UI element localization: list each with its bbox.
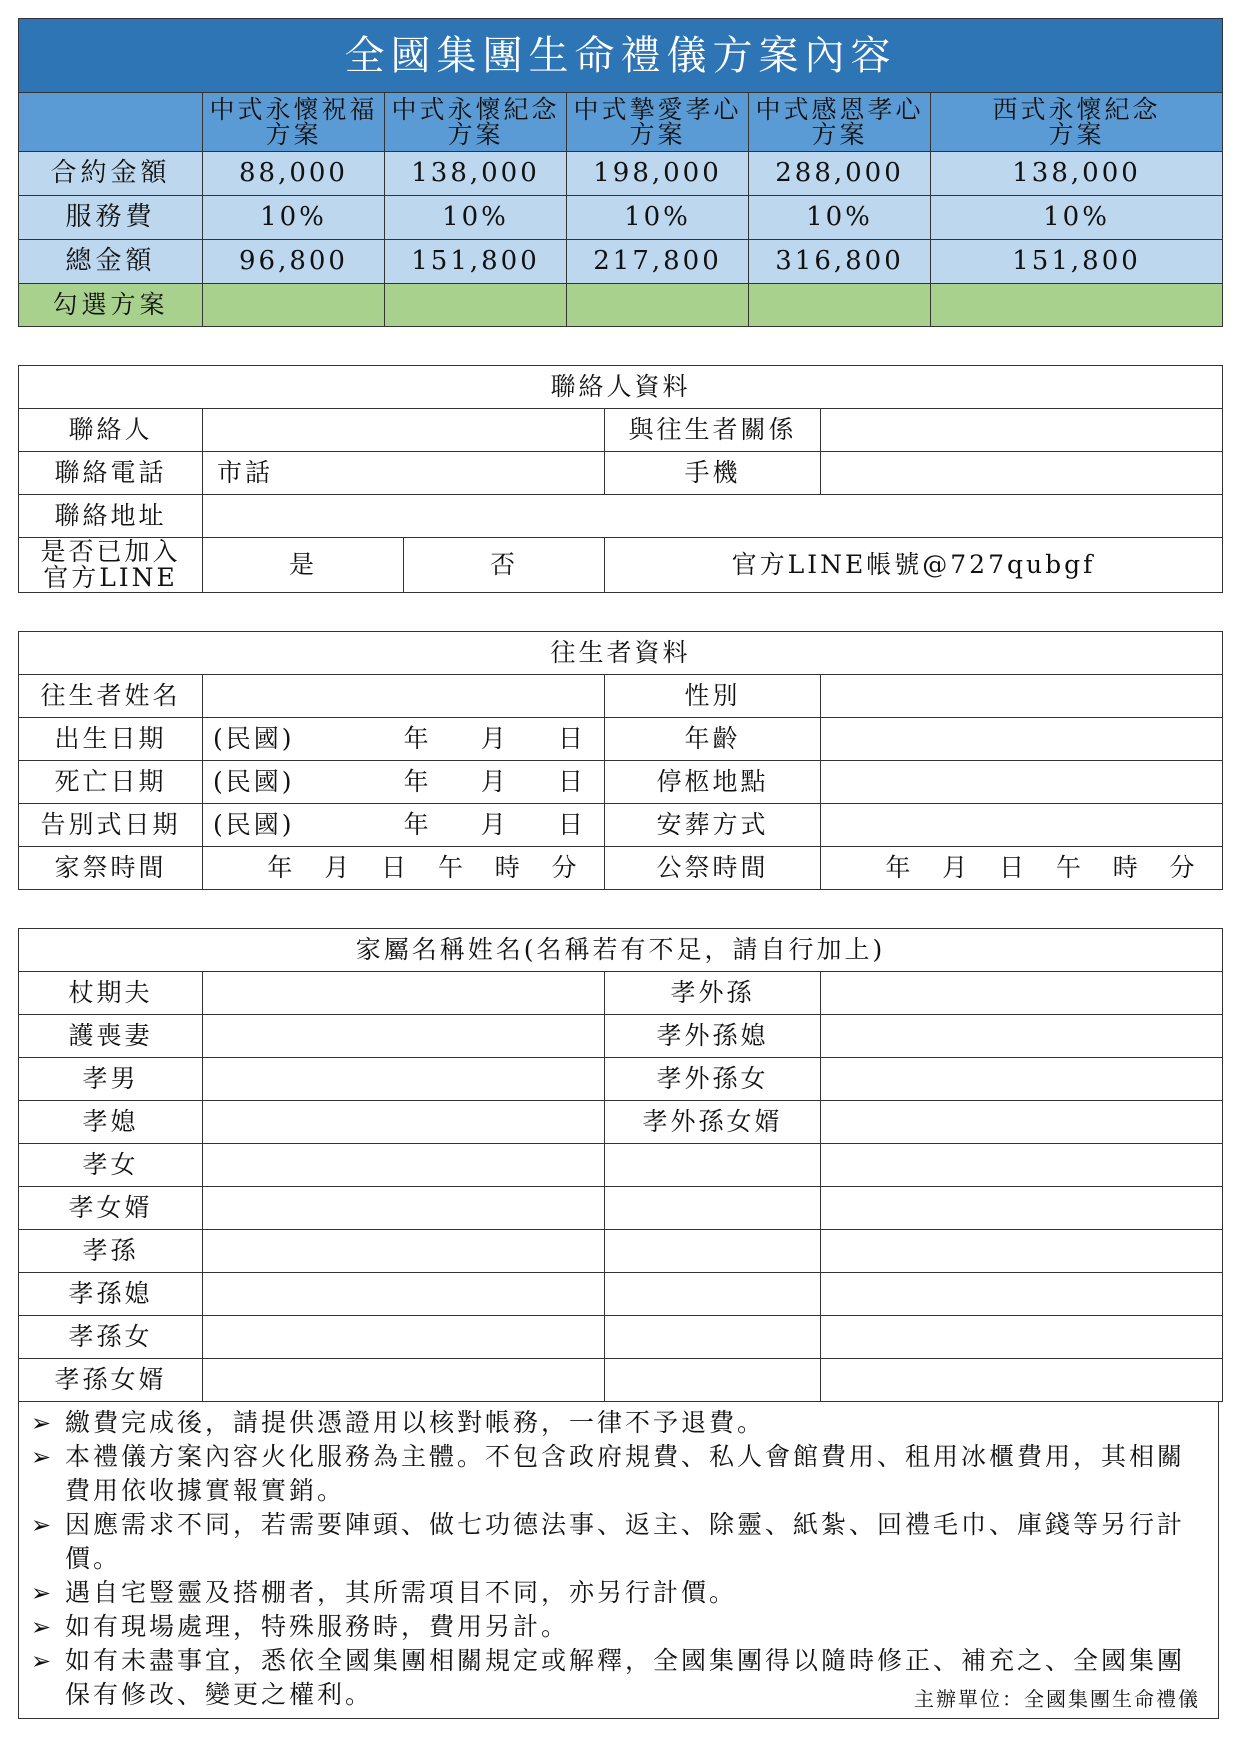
family-name-field[interactable]	[203, 1316, 605, 1359]
plan-header-4: 中式感恩孝心 方案	[749, 93, 931, 152]
landline-field[interactable]	[203, 452, 605, 495]
gender-field[interactable]	[821, 675, 1223, 718]
family-role-label: 孝外孫媳	[605, 1015, 821, 1058]
plan-table	[18, 18, 1223, 327]
family-name-field[interactable]	[821, 1058, 1223, 1101]
family-role-label: 孝孫	[19, 1230, 203, 1273]
gender-label: 性別	[605, 675, 821, 718]
note-item: ➢ 繳費完成後，請提供憑證用以核對帳務，一律不予退費。	[31, 1406, 1200, 1440]
family-name-field[interactable]	[203, 1015, 605, 1058]
plan-header-2: 中式永懷紀念 方案	[385, 93, 567, 152]
select-plan-3-cell[interactable]	[567, 284, 749, 327]
contract-value: 288,000	[749, 152, 931, 196]
notes-section	[18, 1402, 1219, 1719]
select-plan-4-cell[interactable]	[749, 284, 931, 327]
deceased-section-title: 往生者資料	[19, 632, 1223, 675]
farewell-date-field[interactable]: (民國) 年 月 日	[203, 804, 605, 847]
death-date-field[interactable]: (民國) 年 月 日	[203, 761, 605, 804]
family-role-label[interactable]	[605, 1144, 821, 1187]
line-joined-label: 是否已加入 官方LINE	[19, 538, 203, 593]
family-name-field[interactable]	[821, 1230, 1223, 1273]
family-role-label[interactable]	[605, 1316, 821, 1359]
select-label: 勾選方案	[19, 284, 203, 327]
plan-header-1: 中式永懷祝福 方案	[203, 93, 385, 152]
service-value: 10%	[567, 196, 749, 240]
contract-value: 198,000	[567, 152, 749, 196]
select-plan-1-cell[interactable]	[203, 284, 385, 327]
family-role-label[interactable]	[605, 1273, 821, 1316]
total-value: 96,800	[203, 240, 385, 284]
family-name-field[interactable]	[821, 1015, 1223, 1058]
service-value: 10%	[931, 196, 1223, 240]
contract-value: 138,000	[931, 152, 1223, 196]
farewell-date-label: 告別式日期	[19, 804, 203, 847]
age-field[interactable]	[821, 718, 1223, 761]
family-role-label: 孝女婿	[19, 1187, 203, 1230]
family-name-field[interactable]	[821, 1187, 1223, 1230]
contract-row	[19, 152, 1223, 196]
family-name-field[interactable]	[821, 1101, 1223, 1144]
line-no-option[interactable]: 否	[404, 538, 605, 593]
plan-header-5: 西式永懷紀念 方案	[931, 93, 1223, 152]
plan-header-3: 中式摯愛孝心 方案	[567, 93, 749, 152]
family-name-field[interactable]	[203, 1230, 605, 1273]
arrow-bullet-icon: ➢	[31, 1443, 55, 1471]
address-field[interactable]	[203, 495, 1223, 538]
total-label: 總金額	[19, 240, 203, 284]
family-role-label: 孝孫女婿	[19, 1359, 203, 1402]
contact-section-title: 聯絡人資料	[19, 366, 1223, 409]
note-item: ➢ 如有未盡事宜，悉依全國集團相關規定或解釋，全國集團得以隨時修正、補充之、全國集團保有修改、變更之權利。	[31, 1644, 1200, 1712]
contact-person-field[interactable]	[203, 409, 605, 452]
select-plan-2-cell[interactable]	[385, 284, 567, 327]
family-role-label: 孝外孫女	[605, 1058, 821, 1101]
note-item: ➢ 本禮儀方案內容火化服務為主體。不包含政府規費、私人會館費用、租用冰櫃費用，其相關費用依收據實報實銷。	[31, 1440, 1200, 1508]
total-row	[19, 240, 1223, 284]
contact-table	[18, 365, 1223, 593]
total-value: 151,800	[385, 240, 567, 284]
arrow-bullet-icon: ➢	[31, 1613, 55, 1641]
contact-person-label: 聯絡人	[19, 409, 203, 452]
family-role-label: 孝外孫	[605, 972, 821, 1015]
family-role-label: 杖期夫	[19, 972, 203, 1015]
coffin-place-label: 停柩地點	[605, 761, 821, 804]
family-role-label: 孝孫媳	[19, 1273, 203, 1316]
death-date-label: 死亡日期	[19, 761, 203, 804]
family-rite-field[interactable]: 年 月 日 午 時 分	[203, 847, 605, 890]
family-role-label: 孝男	[19, 1058, 203, 1101]
arrow-bullet-icon: ➢	[31, 1409, 55, 1437]
family-rite-label: 家祭時間	[19, 847, 203, 890]
family-section-title: 家屬名稱姓名(名稱若有不足，請自行加上)	[19, 929, 1223, 972]
select-plan-5-cell[interactable]	[931, 284, 1223, 327]
deceased-name-label: 往生者姓名	[19, 675, 203, 718]
family-name-field[interactable]	[203, 1058, 605, 1101]
public-rite-field[interactable]: 年 月 日 午 時 分	[821, 847, 1223, 890]
contract-label: 合約金額	[19, 152, 203, 196]
family-table	[18, 928, 1223, 1402]
family-name-field[interactable]	[203, 1273, 605, 1316]
line-account-text: 官方LINE帳號@727qubgf	[605, 538, 1223, 593]
address-label: 聯絡地址	[19, 495, 203, 538]
arrow-bullet-icon: ➢	[31, 1647, 55, 1675]
family-name-field[interactable]	[821, 972, 1223, 1015]
mobile-field[interactable]	[821, 452, 1223, 495]
birth-date-label: 出生日期	[19, 718, 203, 761]
plan-table-title: 全國集團生命禮儀方案內容	[19, 19, 1223, 93]
family-name-field[interactable]	[821, 1316, 1223, 1359]
plan-header-row	[19, 93, 1223, 152]
family-name-field[interactable]	[821, 1273, 1223, 1316]
service-value: 10%	[749, 196, 931, 240]
family-role-label[interactable]	[605, 1359, 821, 1402]
total-value: 151,800	[931, 240, 1223, 284]
plan-header-corner	[19, 93, 203, 152]
birth-date-field[interactable]: (民國) 年 月 日	[203, 718, 605, 761]
service-row	[19, 196, 1223, 240]
age-label: 年齡	[605, 718, 821, 761]
family-name-field[interactable]	[821, 1144, 1223, 1187]
family-role-label: 孝外孫女婿	[605, 1101, 821, 1144]
family-role-label: 孝女	[19, 1144, 203, 1187]
family-name-field[interactable]	[203, 1101, 605, 1144]
family-name-field[interactable]	[203, 1359, 605, 1402]
family-name-field[interactable]	[203, 972, 605, 1015]
select-row	[19, 284, 1223, 327]
phone-label: 聯絡電話	[19, 452, 203, 495]
family-role-label[interactable]	[605, 1187, 821, 1230]
public-rite-label: 公祭時間	[605, 847, 821, 890]
deceased-name-field[interactable]	[203, 675, 605, 718]
line-yes-option[interactable]: 是	[203, 538, 404, 593]
burial-field[interactable]	[821, 804, 1223, 847]
contract-value: 88,000	[203, 152, 385, 196]
arrow-bullet-icon: ➢	[31, 1579, 55, 1607]
deceased-table	[18, 631, 1223, 890]
family-name-field[interactable]	[821, 1359, 1223, 1402]
organizer-text: 主辦單位：全國集團生命禮儀	[914, 1687, 1200, 1711]
service-value: 10%	[203, 196, 385, 240]
burial-label: 安葬方式	[605, 804, 821, 847]
form-page	[18, 18, 1222, 1719]
relationship-label: 與往生者關係	[605, 409, 821, 452]
note-item: ➢ 如有現場處理，特殊服務時，費用另計。	[31, 1610, 1200, 1644]
total-value: 217,800	[567, 240, 749, 284]
family-name-field[interactable]	[203, 1187, 605, 1230]
family-name-field[interactable]	[203, 1144, 605, 1187]
family-role-label: 孝孫女	[19, 1316, 203, 1359]
note-item: ➢ 因應需求不同，若需要陣頭、做七功德法事、返主、除靈、紙紮、回禮毛巾、庫錢等另行計價。	[31, 1508, 1200, 1576]
relationship-field[interactable]	[821, 409, 1223, 452]
coffin-place-field[interactable]	[821, 761, 1223, 804]
landline-label: 市話	[217, 457, 274, 487]
family-role-label: 護喪妻	[19, 1015, 203, 1058]
arrow-bullet-icon: ➢	[31, 1511, 55, 1539]
service-label: 服務費	[19, 196, 203, 240]
mobile-label: 手機	[605, 452, 821, 495]
contract-value: 138,000	[385, 152, 567, 196]
note-item: ➢ 遇自宅豎靈及搭棚者，其所需項目不同，亦另行計價。	[31, 1576, 1200, 1610]
service-value: 10%	[385, 196, 567, 240]
family-role-label: 孝媳	[19, 1101, 203, 1144]
total-value: 316,800	[749, 240, 931, 284]
family-role-label[interactable]	[605, 1230, 821, 1273]
